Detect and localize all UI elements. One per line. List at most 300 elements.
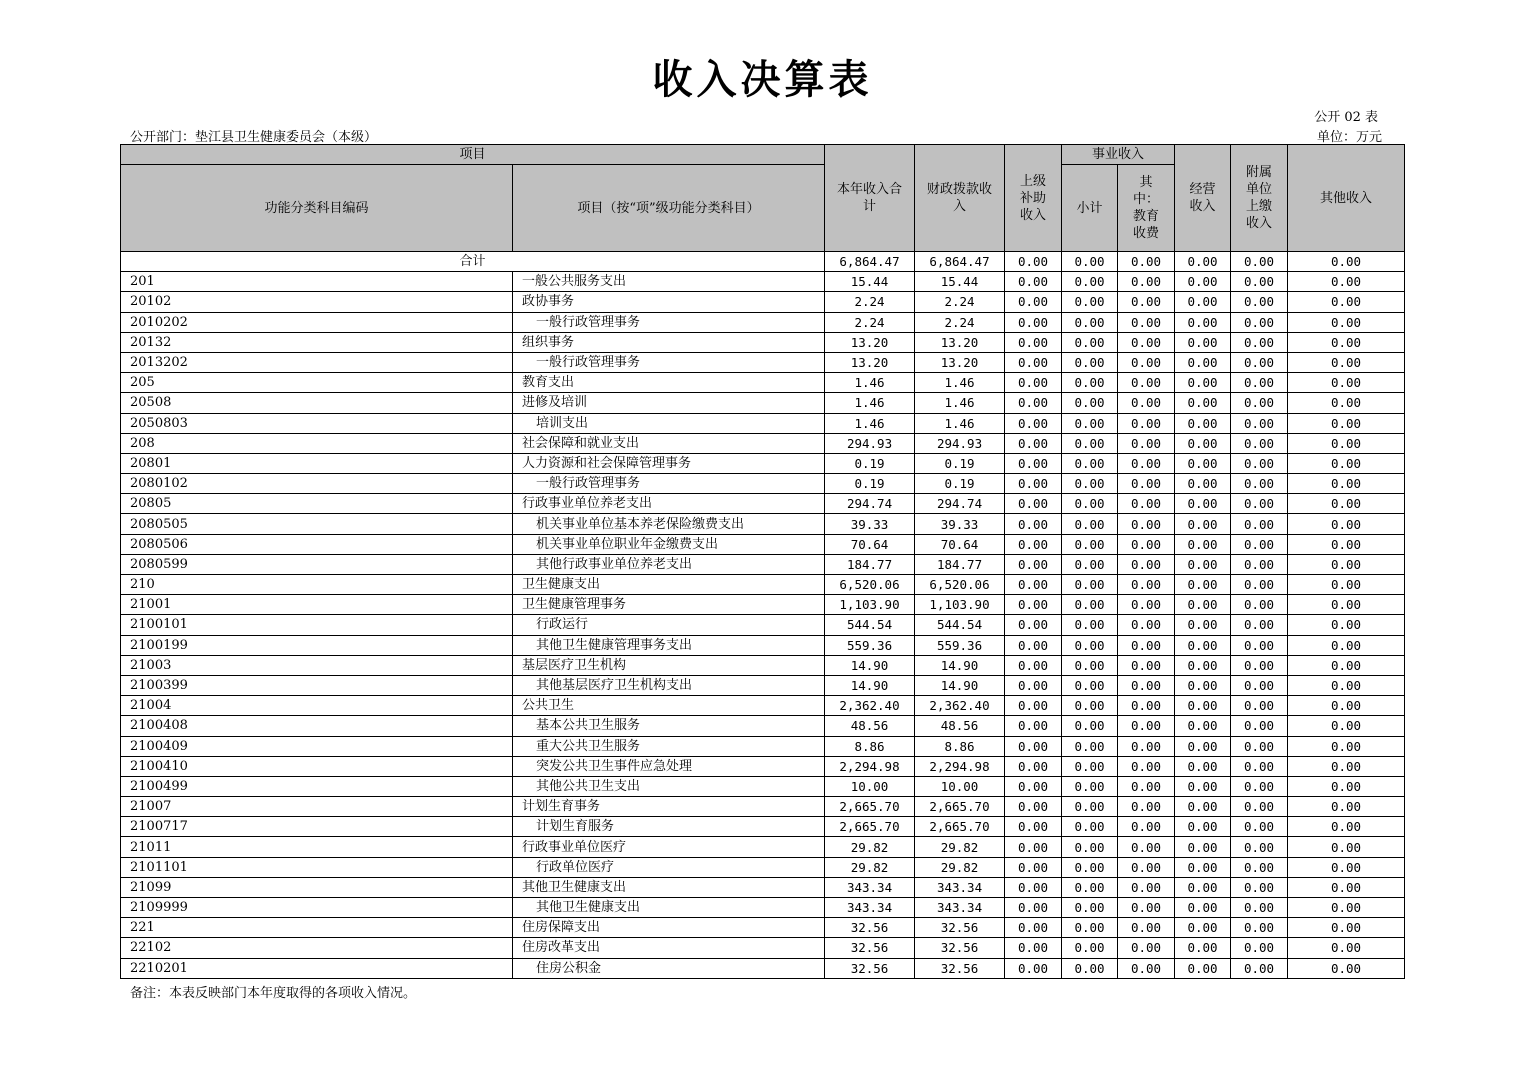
row-value: 0.00 [1175,675,1231,695]
row-value: 0.00 [1175,817,1231,837]
table-row [121,675,1405,695]
table-row [121,474,1405,494]
row-value: 0.00 [1288,756,1405,776]
row-value: 0.00 [1005,918,1062,938]
row-code: 2013202 [121,352,513,372]
row-value: 0.00 [1062,352,1118,372]
row-value: 0.00 [1175,453,1231,473]
row-value: 0.00 [1231,736,1288,756]
table-row [121,615,1405,635]
row-value: 0.00 [1005,373,1062,393]
table-row [121,595,1405,615]
row-value: 0.00 [1005,554,1062,574]
row-value: 0.00 [1231,918,1288,938]
row-value: 0.00 [1005,857,1062,877]
row-value: 0.00 [1005,696,1062,716]
row-value: 0.00 [1231,776,1288,796]
row-value: 0.00 [1231,494,1288,514]
row-value: 0.00 [1118,696,1175,716]
row-value: 0.00 [1175,575,1231,595]
row-name: 一般行政管理事务 [513,352,825,372]
row-value: 0.00 [1062,292,1118,312]
row-name: 其他基层医疗卫生机构支出 [513,675,825,695]
row-value: 0.00 [1118,857,1175,877]
row-value: 184.77 [915,554,1005,574]
row-value: 0.00 [1118,272,1175,292]
row-value: 0.00 [1118,756,1175,776]
row-value: 70.64 [915,534,1005,554]
row-value: 0.00 [1288,474,1405,494]
row-value: 0.00 [1005,736,1062,756]
row-value: 0.00 [1062,514,1118,534]
row-value: 0.00 [1118,958,1175,978]
row-value: 39.33 [825,514,915,534]
row-value: 29.82 [825,857,915,877]
row-value: 0.00 [1288,877,1405,897]
row-value: 0.00 [1175,554,1231,574]
row-value: 0.00 [1005,433,1062,453]
row-value: 2.24 [915,292,1005,312]
row-value: 0.00 [1005,797,1062,817]
table-row [121,393,1405,413]
row-value: 13.20 [825,332,915,352]
row-code: 21004 [121,696,513,716]
row-code: 21007 [121,797,513,817]
row-value: 0.00 [1062,534,1118,554]
row-name: 机关事业单位职业年金缴费支出 [513,534,825,554]
row-value: 0.00 [1231,756,1288,776]
row-value: 0.00 [1005,534,1062,554]
row-value: 0.00 [1175,877,1231,897]
row-value: 1.46 [825,393,915,413]
row-value: 0.00 [1175,635,1231,655]
row-value: 0.00 [1118,776,1175,796]
row-value: 0.00 [1288,494,1405,514]
row-value: 0.00 [1062,575,1118,595]
table-row [121,312,1405,332]
row-value: 32.56 [825,958,915,978]
table-row [121,413,1405,433]
row-value: 1.46 [915,373,1005,393]
row-code: 20508 [121,393,513,413]
total-cell: 0.00 [1288,252,1405,272]
row-value: 0.00 [1062,938,1118,958]
row-value: 0.00 [1062,857,1118,877]
row-value: 0.00 [1288,352,1405,372]
header-affiliate: 附属单位上缴收入 [1231,145,1288,252]
row-name: 一般行政管理事务 [513,312,825,332]
header-operation: 经营收入 [1175,145,1231,252]
row-name: 住房保障支出 [513,918,825,938]
row-value: 0.00 [1288,575,1405,595]
row-value: 0.00 [1175,736,1231,756]
table-row [121,776,1405,796]
header-other: 其他收入 [1288,145,1405,252]
row-code: 21001 [121,595,513,615]
table-row [121,655,1405,675]
row-value: 0.19 [915,474,1005,494]
row-value: 0.00 [1231,413,1288,433]
row-value: 0.00 [1118,352,1175,372]
row-value: 0.00 [1231,938,1288,958]
row-value: 0.00 [1062,413,1118,433]
row-name: 其他卫生健康支出 [513,898,825,918]
row-value: 0.00 [1288,898,1405,918]
row-value: 0.00 [1175,272,1231,292]
row-value: 0.00 [1118,433,1175,453]
row-value: 0.00 [1288,675,1405,695]
row-value: 1.46 [825,413,915,433]
row-value: 0.00 [1231,837,1288,857]
row-name: 行政事业单位医疗 [513,837,825,857]
row-name: 基层医疗卫生机构 [513,655,825,675]
row-value: 8.86 [825,736,915,756]
row-value: 15.44 [825,272,915,292]
row-code: 2210201 [121,958,513,978]
row-value: 0.00 [1231,595,1288,615]
row-value: 0.00 [1288,635,1405,655]
row-name: 计划生育事务 [513,797,825,817]
row-name: 卫生健康管理事务 [513,595,825,615]
row-value: 0.00 [1005,615,1062,635]
row-value: 0.00 [1288,312,1405,332]
row-value: 0.00 [1005,675,1062,695]
row-value: 0.00 [1231,575,1288,595]
row-value: 0.00 [1118,898,1175,918]
row-value: 14.90 [915,655,1005,675]
row-value: 0.00 [1288,817,1405,837]
row-name: 组织事务 [513,332,825,352]
row-value: 294.93 [825,433,915,453]
row-value: 184.77 [825,554,915,574]
table-row [121,877,1405,897]
row-value: 15.44 [915,272,1005,292]
row-value: 0.00 [1231,453,1288,473]
row-value: 0.00 [1288,453,1405,473]
row-value: 0.00 [1288,595,1405,615]
row-value: 6,520.06 [825,575,915,595]
row-value: 0.19 [825,453,915,473]
table-body [121,252,1405,979]
table-row [121,635,1405,655]
page-title: 收入决算表 [652,56,873,103]
row-name: 社会保障和就业支出 [513,433,825,453]
row-value: 0.00 [1231,474,1288,494]
row-value: 0.00 [1231,272,1288,292]
table-row [121,696,1405,716]
row-code: 22102 [121,938,513,958]
row-value: 0.00 [1118,938,1175,958]
row-value: 0.00 [1231,332,1288,352]
row-value: 0.00 [1118,413,1175,433]
row-value: 0.00 [1005,595,1062,615]
header-subtotal: 小计 [1062,165,1118,252]
row-code: 2010202 [121,312,513,332]
row-value: 14.90 [825,655,915,675]
table-row [121,837,1405,857]
row-value: 32.56 [915,918,1005,938]
row-value: 0.00 [1062,655,1118,675]
row-value: 0.00 [1175,534,1231,554]
total-cell: 0.00 [1231,252,1288,272]
table-row [121,332,1405,352]
row-code: 2080505 [121,514,513,534]
row-value: 1,103.90 [825,595,915,615]
row-value: 0.00 [1062,474,1118,494]
unit-label: 单位：万元 [1316,130,1382,145]
table-row [121,453,1405,473]
row-code: 2050803 [121,413,513,433]
total-cell: 0.00 [1175,252,1231,272]
row-value: 544.54 [825,615,915,635]
row-value: 0.00 [1175,716,1231,736]
row-value: 6,520.06 [915,575,1005,595]
row-name: 住房改革支出 [513,938,825,958]
row-value: 1.46 [825,373,915,393]
row-value: 294.93 [915,433,1005,453]
row-value: 2,665.70 [915,817,1005,837]
row-value: 0.00 [1005,272,1062,292]
row-value: 294.74 [825,494,915,514]
row-value: 0.00 [1005,716,1062,736]
row-value: 0.00 [1005,494,1062,514]
row-name: 其他行政事业单位养老支出 [513,554,825,574]
row-value: 0.00 [1118,716,1175,736]
row-value: 0.00 [1118,393,1175,413]
row-value: 0.00 [1175,494,1231,514]
row-value: 0.00 [1062,312,1118,332]
table-row [121,938,1405,958]
row-value: 0.00 [1118,514,1175,534]
table-row [121,918,1405,938]
table-row [121,534,1405,554]
row-value: 0.00 [1288,413,1405,433]
row-value: 0.00 [1062,433,1118,453]
row-value: 14.90 [825,675,915,695]
total-label: 合计 [121,252,825,272]
row-code: 21003 [121,655,513,675]
row-value: 0.00 [1288,716,1405,736]
total-cell: 0.00 [1062,252,1118,272]
row-value: 294.74 [915,494,1005,514]
header-superior: 上级补助收入 [1005,145,1062,252]
row-value: 0.00 [1231,312,1288,332]
row-value: 0.00 [1231,292,1288,312]
row-value: 0.00 [1288,958,1405,978]
row-value: 0.00 [1118,534,1175,554]
row-name: 行政事业单位养老支出 [513,494,825,514]
row-code: 221 [121,918,513,938]
row-value: 0.00 [1231,817,1288,837]
row-value: 0.00 [1231,696,1288,716]
row-value: 0.00 [1175,332,1231,352]
row-value: 0.00 [1175,756,1231,776]
row-value: 0.00 [1005,312,1062,332]
row-value: 2.24 [825,312,915,332]
table-row [121,898,1405,918]
row-value: 2,294.98 [825,756,915,776]
row-value: 0.00 [1118,373,1175,393]
row-value: 0.00 [1062,837,1118,857]
row-name: 政协事务 [513,292,825,312]
header-code: 功能分类科目编码 [121,165,513,252]
total-cell: 0.00 [1005,252,1062,272]
row-value: 0.00 [1175,857,1231,877]
row-value: 0.00 [1062,756,1118,776]
row-value: 32.56 [825,938,915,958]
row-value: 0.00 [1005,938,1062,958]
table-row [121,433,1405,453]
row-name: 一般行政管理事务 [513,474,825,494]
form-number: 公开 02 表 [1314,110,1378,125]
row-code: 2100499 [121,776,513,796]
row-value: 0.00 [1062,716,1118,736]
row-code: 2100399 [121,675,513,695]
row-value: 2,362.40 [825,696,915,716]
row-value: 0.00 [1288,615,1405,635]
row-value: 0.00 [1062,453,1118,473]
row-value: 1.46 [915,413,1005,433]
row-value: 0.00 [1062,776,1118,796]
header-business: 事业收入 [1062,145,1175,165]
row-value: 0.00 [1175,797,1231,817]
row-value: 0.00 [1005,635,1062,655]
table-row [121,292,1405,312]
row-value: 2,294.98 [915,756,1005,776]
row-name: 行政单位医疗 [513,857,825,877]
row-value: 0.00 [1288,292,1405,312]
row-value: 0.00 [1231,877,1288,897]
row-code: 20102 [121,292,513,312]
row-value: 0.00 [1005,413,1062,433]
row-value: 48.56 [915,716,1005,736]
row-code: 208 [121,433,513,453]
row-name: 进修及培训 [513,393,825,413]
row-value: 0.00 [1118,918,1175,938]
row-value: 0.00 [1118,655,1175,675]
row-value: 0.00 [1231,655,1288,675]
row-code: 21011 [121,837,513,857]
row-value: 0.00 [1118,877,1175,897]
income-table [120,144,1405,979]
row-name: 其他卫生健康支出 [513,877,825,897]
table-row [121,797,1405,817]
row-value: 0.00 [1005,898,1062,918]
row-name: 行政运行 [513,615,825,635]
row-value: 13.20 [825,352,915,372]
row-value: 0.00 [1288,938,1405,958]
row-value: 0.00 [1175,393,1231,413]
row-value: 0.00 [1231,373,1288,393]
row-value: 8.86 [915,736,1005,756]
row-value: 343.34 [915,898,1005,918]
row-value: 0.00 [1005,514,1062,534]
row-value: 0.00 [1062,272,1118,292]
table-row [121,958,1405,978]
row-code: 210 [121,575,513,595]
table-row [121,857,1405,877]
row-value: 48.56 [825,716,915,736]
row-value: 0.00 [1175,474,1231,494]
row-value: 0.00 [1062,494,1118,514]
row-value: 0.00 [1231,797,1288,817]
row-value: 0.00 [1062,797,1118,817]
row-value: 0.00 [1062,696,1118,716]
row-value: 14.90 [915,675,1005,695]
table-row [121,716,1405,736]
row-value: 0.00 [1288,837,1405,857]
row-value: 32.56 [915,958,1005,978]
row-value: 0.00 [1062,898,1118,918]
row-value: 0.00 [1118,615,1175,635]
row-value: 0.00 [1288,797,1405,817]
header-edu: 其中：教育收费 [1118,165,1175,252]
row-name: 计划生育服务 [513,817,825,837]
table-row [121,272,1405,292]
row-value: 0.00 [1118,837,1175,857]
total-cell: 0.00 [1118,252,1175,272]
row-value: 0.00 [1118,554,1175,574]
row-name: 住房公积金 [513,958,825,978]
row-value: 0.00 [1175,898,1231,918]
row-code: 2100717 [121,817,513,837]
row-value: 0.00 [1062,554,1118,574]
row-value: 0.00 [1118,635,1175,655]
row-value: 0.19 [825,474,915,494]
row-value: 0.00 [1118,575,1175,595]
table-row [121,575,1405,595]
row-value: 0.00 [1288,736,1405,756]
row-code: 2100409 [121,736,513,756]
department-label: 公开部门：垫江县卫生健康委员会（本级） [130,130,378,145]
row-value: 0.00 [1062,615,1118,635]
row-value: 0.00 [1288,514,1405,534]
row-name: 教育支出 [513,373,825,393]
table-row [121,494,1405,514]
row-value: 0.00 [1288,393,1405,413]
row-name: 突发公共卫生事件应急处理 [513,756,825,776]
row-value: 0.00 [1118,332,1175,352]
row-value: 0.00 [1175,292,1231,312]
row-value: 2.24 [825,292,915,312]
row-value: 2,665.70 [825,797,915,817]
row-code: 21099 [121,877,513,897]
table-row [121,373,1405,393]
row-value: 10.00 [915,776,1005,796]
row-value: 2,665.70 [825,817,915,837]
row-value: 0.00 [1118,595,1175,615]
row-value: 0.00 [1288,433,1405,453]
row-value: 0.00 [1175,312,1231,332]
row-value: 0.00 [1005,393,1062,413]
row-value: 0.00 [1005,474,1062,494]
table-row [121,756,1405,776]
row-value: 0.00 [1005,958,1062,978]
row-value: 0.00 [1231,534,1288,554]
row-code: 2100101 [121,615,513,635]
row-code: 2080599 [121,554,513,574]
row-value: 0.00 [1005,776,1062,796]
row-value: 0.00 [1231,393,1288,413]
row-code: 2080102 [121,474,513,494]
row-value: 0.00 [1062,393,1118,413]
row-value: 29.82 [915,857,1005,877]
row-value: 0.00 [1231,958,1288,978]
row-value: 0.00 [1118,736,1175,756]
row-value: 1.46 [915,393,1005,413]
row-value: 0.00 [1118,292,1175,312]
row-value: 0.00 [1175,958,1231,978]
